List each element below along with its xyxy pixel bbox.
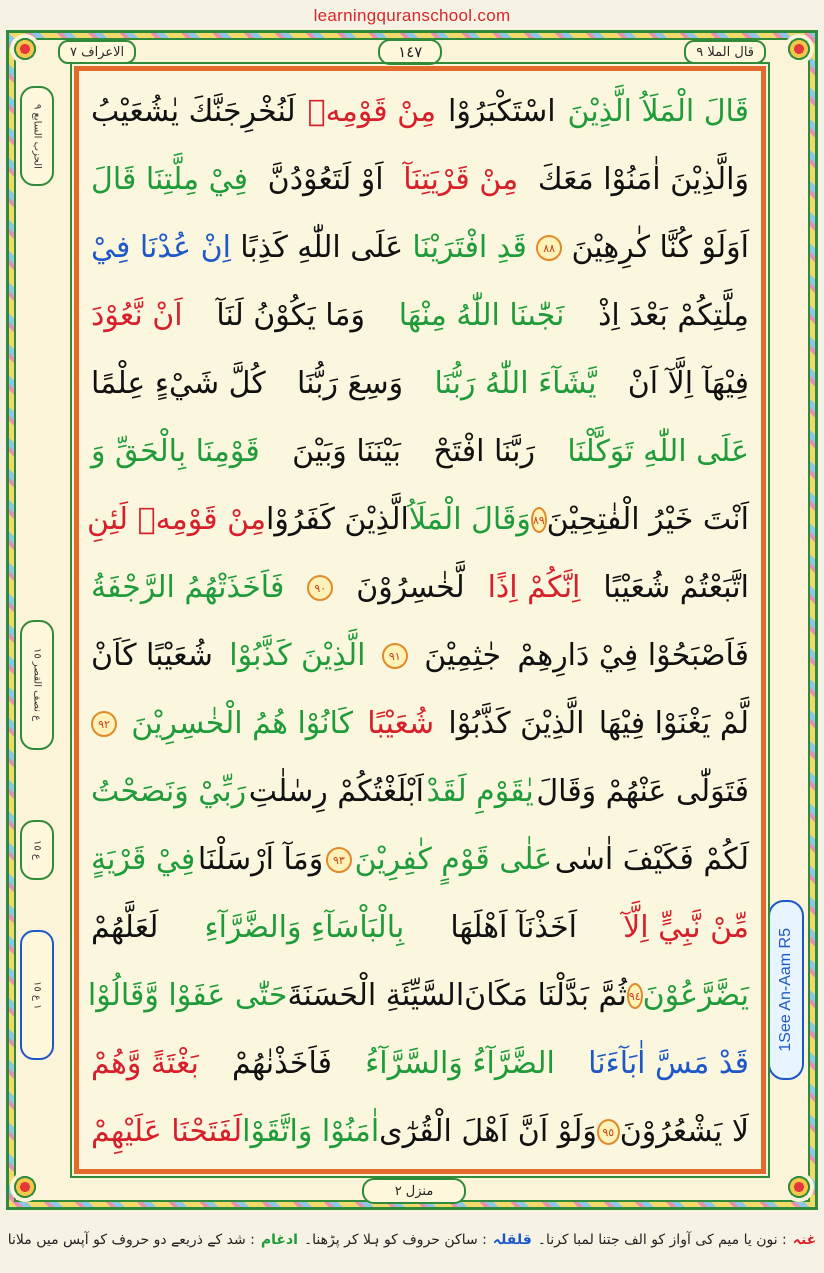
ayah-word-group: كُلَّ شَيْءٍ عِلْمًا <box>91 366 266 401</box>
ayah-word-group: اِنَّكُمْ اِذًا <box>487 570 581 605</box>
legend-qalqala-text: : ساکن حروف کو ہلا کر پڑھنا۔ <box>303 1232 487 1248</box>
ayah-word-group: اسْتَكْبَرُوْا <box>448 94 556 129</box>
ayah-word-group: عَلَى اللّٰهِ تَوَكَّلْنَا <box>567 434 749 469</box>
ayah-word-group: بَيْنَنَا وَبَيْنَ <box>292 434 401 469</box>
legend-idgham-text: : شد کے ذریعے دو حروف کو آپس میں ملانا <box>7 1232 255 1248</box>
ayah-word-group: قَالَ الْمَلَاُ الَّذِيْنَ <box>567 94 749 129</box>
legend-idgham-key: ادغام <box>260 1232 298 1248</box>
ayah-line <box>85 895 755 961</box>
ayah-word-group: فِيْ قَرْيَةٍ <box>91 842 196 877</box>
ayah-word-group: جٰثِمِيْنَ <box>424 638 502 673</box>
ayah-word-group: فَتَوَلّٰى عَنْهُمْ وَقَالَ <box>536 774 749 809</box>
ayah-word-group: فِيْ مِلَّتِنَا قَالَ <box>91 162 248 197</box>
ayah-word-group: مِنْ قَرْيَتِنَآ <box>403 162 519 197</box>
ayah-word-group: وَلَوْ اَنَّ اَهْلَ الْقُرٰٓى <box>379 1114 597 1149</box>
ayah-line <box>85 215 755 281</box>
ayah-end-marker: ٩٢ <box>91 711 117 737</box>
ayah-word-group: اَنْتَ خَيْرُ الْفٰتِحِيْنَ <box>546 502 749 537</box>
ayah-word-group: ثُمَّ بَدَّلْنَا مَكَانَ <box>464 978 627 1013</box>
side-label-half: ع نصف القصر ١٥ <box>20 620 54 750</box>
side-label-ruku: ع ١٥ <box>20 820 54 880</box>
ayah-word-group: وَالَّذِيْنَ اٰمَنُوْا مَعَكَ <box>537 162 749 197</box>
ayah-end-marker: ٩٤ <box>627 983 643 1009</box>
ayah-line <box>85 759 755 825</box>
ayah-end-marker: ٩١ <box>382 643 408 669</box>
ayah-word-group: حَتّٰى عَفَوْا وَّقَالُوْا <box>87 978 288 1013</box>
ayah-word-group: السَّيِّئَةِ الْحَسَنَةَ <box>287 978 465 1013</box>
ayah-word-group: لَنُخْرِجَنَّكَ يٰشُعَيْبُ <box>91 94 296 129</box>
ayah-word-group: لَفَتَحْنَا عَلَيْهِمْ <box>91 1114 243 1149</box>
ayah-word-group: مِنْ قَوْمِهٖ لَئِنِ <box>87 502 267 537</box>
ayah-word-group: اَوَلَوْ كُنَّا كٰرِهِيْنَ <box>571 230 749 265</box>
ayah-word-group: كَانُوْا هُمُ الْخٰسِرِيْنَ <box>131 706 354 741</box>
ayah-word-group: فَاَخَذْنٰهُمْ <box>232 1046 332 1081</box>
ayah-word-group: رَبَّنَا افْتَحْ <box>433 434 535 469</box>
ayah-word-group: وَمَا يَكُوْنُ لَنَآ <box>216 298 365 333</box>
ayah-line <box>85 487 755 553</box>
legend-qalqala-key: قلقلہ <box>492 1232 532 1248</box>
corner-ornament-icon <box>784 1172 814 1202</box>
quran-text-panel <box>74 66 766 1174</box>
ayah-word-group: مِلَّتِكُمْ بَعْدَ اِذْ <box>598 298 749 333</box>
ayah-word-group: يٰقَوْمِ لَقَدْ <box>426 774 534 809</box>
ayah-end-marker: ٩٣ <box>326 847 352 873</box>
ayah-word-group: رَبِّيْ وَنَصَحْتُ <box>91 774 247 809</box>
ayah-line <box>85 963 755 1029</box>
ayah-word-group: عَلٰى قَوْمٍ كٰفِرِيْنَ <box>354 842 553 877</box>
ayah-line <box>85 555 755 621</box>
ayah-word-group: وَمَآ اَرْسَلْنَا <box>197 842 324 877</box>
ayah-word-group: عَلَى اللّٰهِ كَذِبًا <box>240 230 404 265</box>
ayah-word-group: اَبْلَغْتُكُمْ رِسٰلٰتِ <box>248 774 424 809</box>
ayah-word-group: بِالْبَاْسَآءِ وَالضَّرَّآءِ <box>204 910 405 945</box>
ayah-word-group: الضَّرَّآءُ وَالسَّرَّآءُ <box>365 1046 555 1081</box>
corner-ornament-icon <box>784 34 814 64</box>
ayah-line <box>85 827 755 893</box>
ayah-end-marker: ٨٩ <box>531 507 547 533</box>
page-header <box>58 40 766 64</box>
ayah-word-group: يَضَّرَّعُوْنَ <box>642 978 749 1013</box>
ayah-word-group: مِّنْ نَّبِيٍّ اِلَّآ <box>623 910 749 945</box>
ayah-word-group: نَجّٰىنَا اللّٰهُ مِنْهَا <box>398 298 565 333</box>
ayah-word-group: اِنْ عُدْنَا فِيْ <box>91 230 231 265</box>
ayah-word-group: لَكُمْ فَكَيْفَ اٰسٰى <box>554 842 749 877</box>
ayah-word-group: وَقَالَ الْمَلَاُ <box>408 502 531 537</box>
ayah-line <box>85 419 755 485</box>
ayah-word-group: شُعَيْبًا <box>367 706 435 741</box>
ayah-line <box>85 147 755 213</box>
ayah-word-group: قَوْمِنَا بِالْحَقِّ وَ <box>91 434 260 469</box>
ayah-line <box>85 623 755 689</box>
ayah-line <box>85 351 755 417</box>
ayah-line <box>85 1031 755 1097</box>
legend-ghunna-text: : نون یا میم کی آواز کو الف جتنا لمبا کرنا۔ <box>537 1232 787 1248</box>
ayah-word-group: الَّذِيْنَ كَذَّبُوْا <box>229 638 366 673</box>
corner-ornament-icon <box>10 1172 40 1202</box>
ayah-line <box>85 283 755 349</box>
ayah-word-group: مِنْ قَوْمِهٖ <box>307 94 437 129</box>
ayah-word-group: وَسِعَ رَبُّنَا <box>296 366 404 401</box>
ayah-word-group: شُعَيْبًا كَاَنْ <box>91 638 213 673</box>
ayah-word-group: اتَّبَعْتُمْ شُعَيْبًا <box>603 570 749 605</box>
ayah-word-group: فَاَصْبَحُوْا فِيْ دَارِهِمْ <box>517 638 749 673</box>
ayah-end-marker: ٨٨ <box>536 235 562 261</box>
cross-reference-label: 1See An-Aam R5 <box>768 900 804 1080</box>
ayah-line <box>85 79 755 145</box>
ayah-word-group: اَخَذْنَآ اَهْلَهَا <box>450 910 578 945</box>
side-label-hizb: الحزب السابع ٩ <box>20 86 54 186</box>
ayah-word-group: لَّخٰسِرُوْنَ <box>356 570 465 605</box>
ayah-lines <box>85 79 755 1165</box>
surah-name: الاعراف ٧ <box>58 40 136 64</box>
legend-ghunna-key: غنہ <box>792 1232 817 1248</box>
page-number: ١٤٧ <box>378 39 442 65</box>
ayah-word-group: فَاَخَذَتْهُمُ الرَّجْفَةُ <box>91 570 285 605</box>
side-label-ruku-count: ١ ع ١٥ <box>20 930 54 1060</box>
ayah-word-group: قَدْ مَسَّ اٰبَآءَنَا <box>588 1046 749 1081</box>
ayah-line <box>85 1099 755 1165</box>
ayah-word-group: الَّذِيْنَ كَفَرُوْا <box>266 502 409 537</box>
ayah-word-group: يَّشَآءَ اللّٰهُ رَبُّنَا <box>434 366 597 401</box>
para-name: قال الملا ٩ <box>684 40 766 64</box>
ayah-word-group: فِيْهَآ اِلَّآ اَنْ <box>627 366 749 401</box>
ayah-line <box>85 691 755 757</box>
ayah-word-group: لَّمْ يَغْنَوْا فِيْهَا <box>598 706 749 741</box>
site-url[interactable]: learningquranschool.com <box>313 6 511 25</box>
ayah-word-group: لَا يَشْعُرُوْنَ <box>619 1114 749 1149</box>
ayah-word-group: قَدِ افْتَرَيْنَا <box>412 230 527 265</box>
ayah-word-group: بَغْتَةً وَّهُمْ <box>91 1046 199 1081</box>
manzil-label: منزل ٢ <box>362 1178 466 1204</box>
ayah-word-group: اَوْ لَتَعُوْدُنَّ <box>267 162 384 197</box>
ayah-end-marker: ٩٥ <box>597 1119 620 1145</box>
ayah-end-marker: ٩٠ <box>307 575 333 601</box>
corner-ornament-icon <box>10 34 40 64</box>
tajweed-legend <box>0 1212 824 1268</box>
ayah-word-group: اَنْ نَّعُوْدَ <box>91 298 183 333</box>
ayah-word-group: اٰمَنُوْا وَاتَّقَوْا <box>242 1114 380 1149</box>
ayah-word-group: لَعَلَّهُمْ <box>91 910 159 945</box>
ayah-word-group: الَّذِيْنَ كَذَّبُوْا <box>448 706 585 741</box>
